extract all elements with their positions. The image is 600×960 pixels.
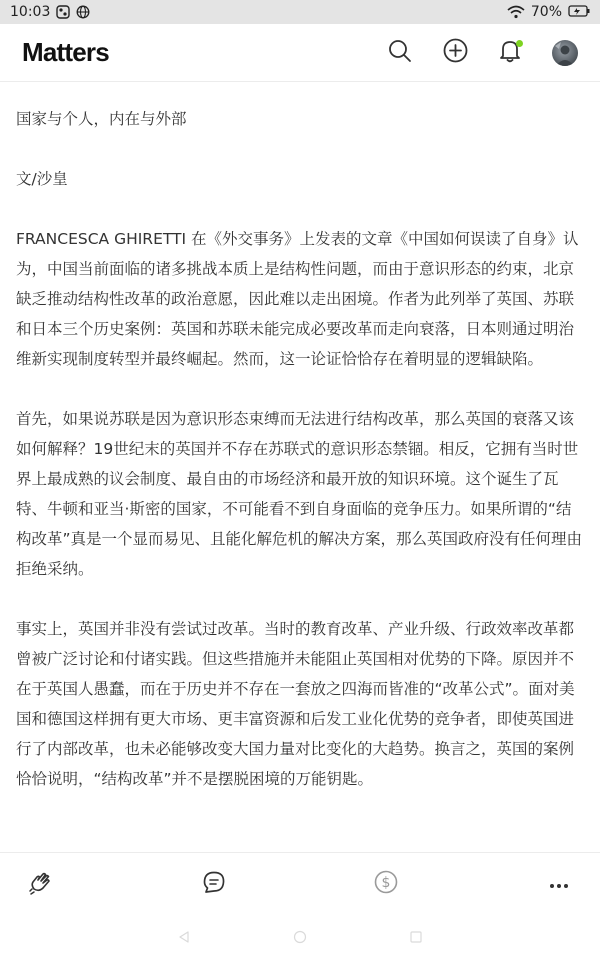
- recents-icon: [409, 929, 423, 948]
- status-right: [507, 4, 590, 20]
- status-bar: [0, 0, 600, 24]
- header-actions: [387, 40, 578, 66]
- comment-button[interactable]: [199, 869, 229, 899]
- back-button[interactable]: [176, 930, 192, 946]
- svg-text:$: $: [381, 874, 391, 891]
- globe-icon: [76, 5, 90, 19]
- add-icon: [443, 38, 468, 67]
- clap-icon: [28, 869, 54, 899]
- article-body: [16, 104, 584, 844]
- search-icon: [388, 39, 412, 67]
- app-header: [0, 24, 600, 82]
- home-button[interactable]: [292, 930, 308, 946]
- article-action-bar: [0, 852, 600, 914]
- article-paragraph-3: 事实上，英国并非没有尝试过改革。当时的教育改革、产业升级、行政效率改革都曾被广泛讨论和付诸实践。但这些措施并未能阻止英国相对优势的下降。原因并不在于英国人愚蠢，而在于历史并不存在一套放之四海而皆准的“改革公式”。面对美国和德国这样拥有更大市场、更丰富资源和后发工业化优势的竞争者，即使英国进行了内部改革，也未必能够改变大国力量对比变化的大趋势。换言之，英国的案例恰恰说明，“结构改革”并不是摆脱困境的万能钥匙。: [16, 620, 575, 788]
- article-paragraph-1: FRANCESCA GHIRETTI 在《外交事务》上发表的文章《中国如何误读了自身》认为，中国当前面临的诸多挑战本质上是结构性问题，而由于意识形态的约束，北京缺乏推动结构性改革的政治意愿，因此难以走出困境。作者为此列举了英国、苏联和日本三个历史案例：英国和苏联未能完成必要改革而走向衰落，日本则通过明治维新实现制度转型并最终崛起。然而，这一论证恰恰存在着明显的逻辑缺陷。: [16, 230, 579, 368]
- notifications-button[interactable]: [497, 40, 523, 66]
- battery-icon: [568, 5, 590, 19]
- battery-text: 70%: [530, 4, 562, 20]
- status-time: 10:03: [10, 4, 51, 20]
- search-button[interactable]: [387, 40, 413, 66]
- system-nav-bar: [0, 916, 600, 960]
- article-paragraph-2: 首先，如果说苏联是因为意识形态束缚而无法进行结构改革，那么英国的衰落又该如何解释？19世纪末的英国并不存在苏联式的意识形态禁锢。相反，它拥有当时世界上最成熟的议会制度、最自由的市场经济和最开放的知识环境。这个诞生了瓦特、牛顿和亚当·斯密的国家，不可能看不到自身面临的竞争压力。如果所谓的“结构改革”真是一个显而易见、且能化解危机的解决方案，那么英国政府没有任何理由拒绝采纳。: [16, 410, 583, 578]
- article-title: 国家与个人，内在与外部: [16, 110, 187, 128]
- article-author: 文/沙皇: [16, 170, 68, 188]
- more-button[interactable]: [544, 869, 574, 899]
- more-icon: [549, 874, 569, 893]
- status-left: [10, 4, 90, 20]
- notification-dot: [516, 40, 523, 47]
- wifi-icon: [507, 5, 525, 19]
- avatar-button[interactable]: [552, 40, 578, 66]
- add-button[interactable]: [442, 40, 468, 66]
- back-icon: [177, 929, 191, 948]
- recents-button[interactable]: [408, 930, 424, 946]
- comment-icon: [202, 870, 226, 898]
- camera-app-icon: [56, 5, 70, 19]
- home-icon: [293, 929, 307, 948]
- avatar: [552, 40, 578, 66]
- clap-button[interactable]: [26, 869, 56, 899]
- donate-button[interactable]: [371, 869, 401, 899]
- donate-icon: [374, 870, 398, 898]
- matters-logo[interactable]: Matters: [22, 37, 109, 67]
